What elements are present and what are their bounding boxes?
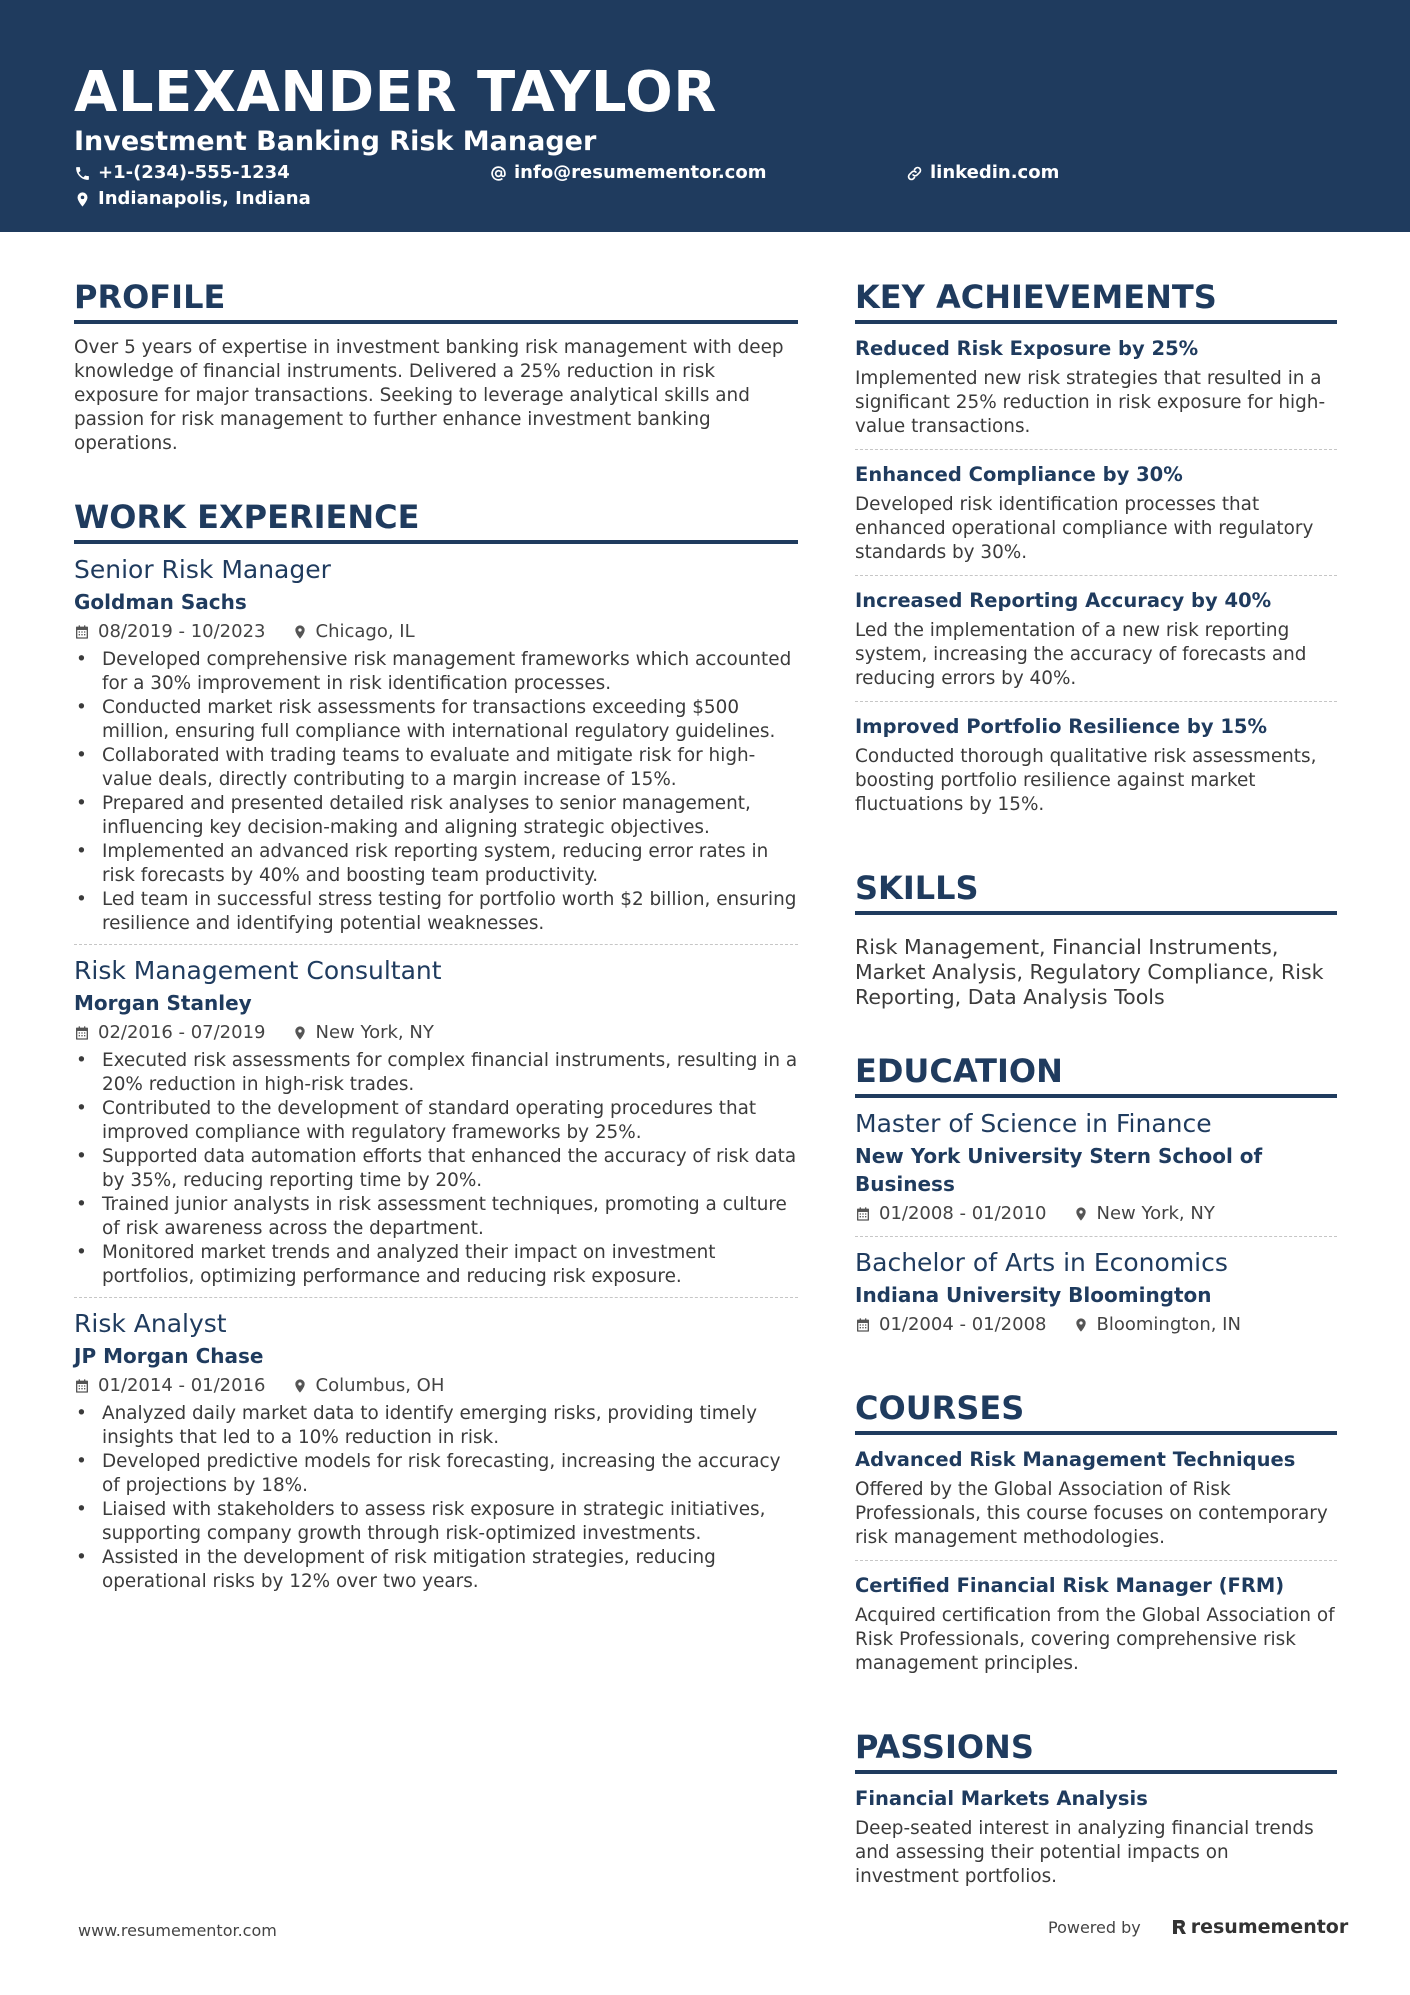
job-bullet: • Analyzed daily market data to identify emerging risks, providing timely insights that led to a 10% reduction in risk. <box>74 1402 798 1450</box>
job-dates: 08/2019 - 10/2023 <box>98 621 266 642</box>
map-pin-icon <box>292 624 308 640</box>
section-heading: PASSIONS <box>855 1726 1337 1774</box>
course-title: Certified Financial Risk Manager (FRM) <box>855 1574 1285 1597</box>
job-role: Risk Analyst <box>74 1309 227 1338</box>
map-pin-icon <box>1073 1206 1089 1222</box>
link-icon <box>906 165 923 182</box>
job-bullet: • Prepared and presented detailed risk analyses to senior management, influencing key decision-making and aligning strategic objectives. <box>74 792 798 840</box>
left-column <box>74 276 798 1642</box>
education-section <box>855 1050 1337 1347</box>
job-bullet: • Developed comprehensive risk management frameworks which accounted for a 30% improvement in risk identification processes. <box>74 648 798 696</box>
course-desc: Offered by the Global Association of Risk Professionals, this course focuses on contemporary risk management methodologies. <box>855 1479 1328 1548</box>
job-bullet: • Supported data automation efforts that enhanced the accuracy of risk data by 35%, reducing reporting time by 20%. <box>74 1145 798 1193</box>
contact-linkedin-text[interactable]: linkedin.com <box>930 162 1060 183</box>
profile-text: Over 5 years of expertise in investment banking risk management with deep knowledge of financial instruments. Delivered a 25% reduction in risk exposure for major transactions. Seeking to leverage analytical skills and passion for risk management to further enhance investment banking operations. <box>74 337 784 454</box>
job-bullet: • Implemented an advanced risk reporting system, reducing error rates in risk forecasts by 40% and boosting team productivity. <box>74 840 798 888</box>
job-dates: 01/2014 - 01/2016 <box>98 1375 266 1396</box>
passion-desc: Deep-seated interest in analyzing financial trends and assessing their potential impacts on investment portfolios. <box>855 1818 1314 1887</box>
achievement-title: Reduced Risk Exposure by 25% <box>855 337 1199 360</box>
job-bullets <box>74 1402 798 1594</box>
edu-degree: Master of Science in Finance <box>855 1109 1212 1138</box>
experience-section <box>74 496 798 1602</box>
courses-section <box>855 1387 1337 1686</box>
map-pin-icon <box>74 191 91 208</box>
contact-email[interactable] <box>490 161 766 185</box>
job-meta <box>74 1021 798 1045</box>
achievement-item <box>855 324 1337 450</box>
job-bullets <box>74 1049 798 1289</box>
brand-logo[interactable] <box>1171 1916 1349 1938</box>
job-bullet: • Led team in successful stress testing for portfolio worth $2 billion, ensuring resilience and identifying potential weaknesses. <box>74 888 798 936</box>
calendar-icon <box>74 1025 90 1041</box>
achievement-item <box>855 576 1337 702</box>
achievement-item <box>855 702 1337 827</box>
course-title: Advanced Risk Management Techniques <box>855 1448 1296 1471</box>
achievement-desc: Led the implementation of a new risk reporting system, increasing the accuracy of forecasts and reducing errors by 40%. <box>855 620 1307 689</box>
section-heading: KEY ACHIEVEMENTS <box>855 276 1337 324</box>
job-entry <box>74 945 798 1298</box>
job-bullet: • Contributed to the development of standard operating procedures that improved compliance with regulatory frameworks by 25%. <box>74 1097 798 1145</box>
contact-location <box>74 187 311 211</box>
calendar-icon <box>855 1206 871 1222</box>
course-item <box>855 1435 1337 1561</box>
achievement-desc: Implemented new risk strategies that resulted in a significant 25% reduction in risk exposure for high-value transactions. <box>855 368 1326 437</box>
achievement-title: Improved Portfolio Resilience by 15% <box>855 715 1268 738</box>
contact-phone-text: +1-(234)-555-1234 <box>98 162 290 183</box>
resume-header <box>0 0 1410 232</box>
job-company: JP Morgan Chase <box>74 1344 264 1368</box>
job-location-text: Chicago, IL <box>315 621 415 642</box>
passions-section <box>855 1726 1337 1899</box>
achievement-desc: Developed risk identification processes that enhanced operational compliance with regulatory standards by 30%. <box>855 494 1314 563</box>
calendar-icon <box>855 1317 871 1333</box>
passion-title: Financial Markets Analysis <box>855 1787 1148 1810</box>
profile-section <box>74 276 798 456</box>
job-location <box>292 1021 434 1045</box>
right-column <box>855 276 1337 1939</box>
job-role: Senior Risk Manager <box>74 555 331 584</box>
job-entry <box>74 1298 798 1602</box>
job-company: Morgan Stanley <box>74 991 252 1015</box>
contact-linkedin[interactable] <box>906 161 1059 185</box>
contact-location-text: Indianapolis, Indiana <box>98 188 311 209</box>
course-desc: Acquired certification from the Global Association of Risk Professionals, covering comprehensive risk management principles. <box>855 1605 1335 1674</box>
achievement-title: Enhanced Compliance by 30% <box>855 463 1183 486</box>
education-item <box>855 1098 1337 1237</box>
powered-by-text: Powered by <box>1048 1917 1141 1937</box>
section-heading: EDUCATION <box>855 1050 1337 1098</box>
achievement-title: Increased Reporting Accuracy by 40% <box>855 589 1272 612</box>
edu-school: New York University Stern School of Business <box>855 1144 1263 1196</box>
edu-degree: Bachelor of Arts in Economics <box>855 1248 1228 1277</box>
job-meta <box>74 620 798 644</box>
edu-school: Indiana University Bloomington <box>855 1283 1212 1307</box>
edu-location <box>1073 1313 1241 1337</box>
section-heading: WORK EXPERIENCE <box>74 496 798 544</box>
job-bullet: • Collaborated with trading teams to evaluate and mitigate risk for high-value deals, directly contributing to a margin increase of 15%. <box>74 744 798 792</box>
at-icon <box>490 165 507 182</box>
job-bullet: • Conducted market risk assessments for transactions exceeding $500 million, ensuring full compliance with international regulatory guidelines. <box>74 696 798 744</box>
brand-name[interactable]: resumementor <box>1190 1916 1349 1938</box>
achievement-item <box>855 450 1337 576</box>
edu-location-text: Bloomington, IN <box>1096 1314 1241 1335</box>
job-bullet: • Monitored market trends and analyzed their impact on investment portfolios, optimizing performance and reducing risk exposure. <box>74 1241 798 1289</box>
job-bullet: • Trained junior analysts in risk assessment techniques, promoting a culture of risk awareness across the department. <box>74 1193 798 1241</box>
job-bullet: • Executed risk assessments for complex financial instruments, resulting in a 20% reduction in high-risk trades. <box>74 1049 798 1097</box>
job-bullets <box>74 648 798 936</box>
achievements-section <box>855 276 1337 827</box>
contact-email-text[interactable]: info@resumementor.com <box>514 162 767 183</box>
edu-meta <box>855 1202 1337 1226</box>
job-entry <box>74 544 798 945</box>
education-item <box>855 1237 1337 1347</box>
section-heading: SKILLS <box>855 867 1337 915</box>
course-item <box>855 1561 1337 1686</box>
phone-icon <box>74 165 91 182</box>
calendar-icon <box>74 1378 90 1394</box>
job-location <box>292 620 415 644</box>
job-dates: 02/2016 - 07/2019 <box>98 1022 266 1043</box>
section-heading: PROFILE <box>74 276 798 324</box>
candidate-title: Investment Banking Risk Manager <box>74 126 597 157</box>
job-bullet: • Assisted in the development of risk mitigation strategies, reducing operational risks by 12% over two years. <box>74 1546 798 1594</box>
job-meta <box>74 1374 798 1398</box>
footer-website[interactable]: www.resumementor.com <box>78 1921 277 1940</box>
map-pin-icon <box>292 1025 308 1041</box>
job-bullet: • Developed predictive models for risk forecasting, increasing the accuracy of projections by 18%. <box>74 1450 798 1498</box>
edu-location-text: New York, NY <box>1096 1203 1215 1224</box>
edu-location <box>1073 1202 1215 1226</box>
achievement-desc: Conducted thorough qualitative risk assessments, boosting portfolio resilience against market fluctuations by 15%. <box>855 746 1317 815</box>
skills-text: Risk Management, Financial Instruments, Market Analysis, Regulatory Compliance, Risk Reporting, Data Analysis Tools <box>855 935 1324 1009</box>
contact-phone <box>74 161 290 185</box>
map-pin-icon <box>1073 1317 1089 1333</box>
job-location-text: New York, NY <box>315 1022 434 1043</box>
job-company: Goldman Sachs <box>74 590 247 614</box>
job-role: Risk Management Consultant <box>74 956 442 985</box>
brand-mark-icon <box>1171 1918 1187 1936</box>
section-heading: COURSES <box>855 1387 1337 1435</box>
job-bullet: • Liaised with stakeholders to assess risk exposure in strategic initiatives, supporting company growth through risk-optimized investments. <box>74 1498 798 1546</box>
calendar-icon <box>74 624 90 640</box>
job-location-text: Columbus, OH <box>315 1375 445 1396</box>
edu-dates: 01/2008 - 01/2010 <box>879 1203 1047 1224</box>
edu-meta <box>855 1313 1337 1337</box>
footer-branding <box>1048 1916 1348 1938</box>
map-pin-icon <box>292 1378 308 1394</box>
edu-dates: 01/2004 - 01/2008 <box>879 1314 1047 1335</box>
job-location <box>292 1374 445 1398</box>
passion-item <box>855 1774 1337 1899</box>
candidate-name: ALEXANDER TAYLOR <box>74 60 717 125</box>
skills-section <box>855 867 1337 1010</box>
